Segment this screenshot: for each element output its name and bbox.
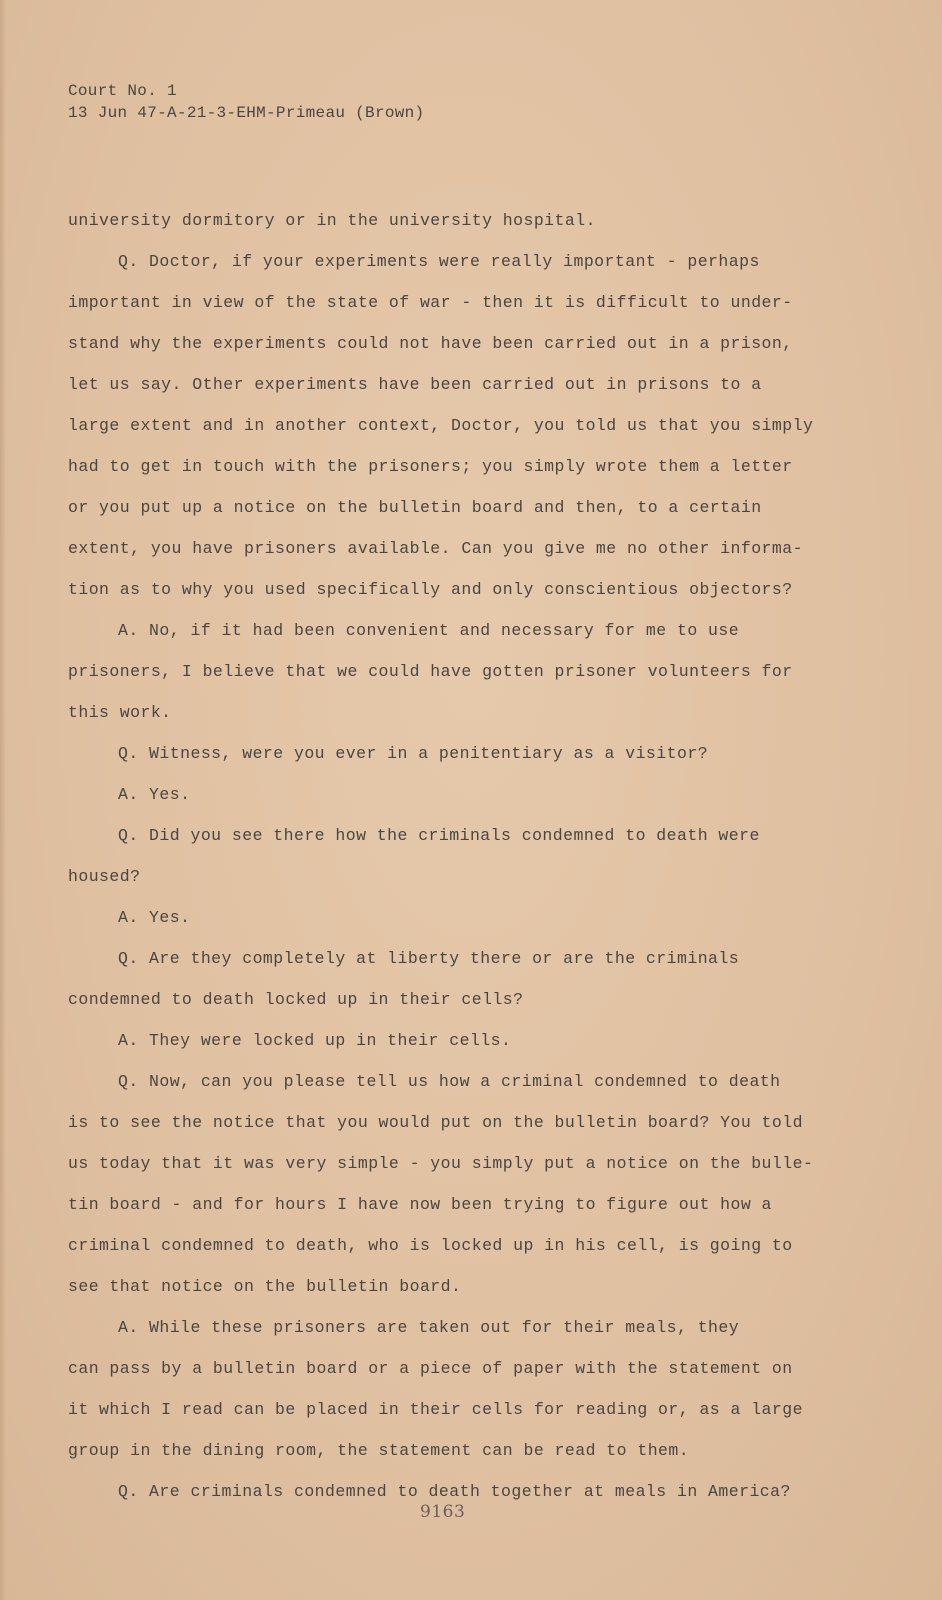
transcript-line: this work. [68,703,172,722]
transcript-line: let us say. Other experiments have been carried out in prisons to a [68,375,762,394]
session-reference: 13 Jun 47-A-21-3-EHM-Primeau (Brown) [68,104,425,122]
transcript-line: stand why the experiments could not have been carried out in a prison, [68,334,793,353]
transcript-line: Q. Doctor, if your experiments were really important - perhaps [118,252,760,271]
transcript-line: A. They were locked up in their cells. [118,1031,512,1050]
transcript-line: important in view of the state of war - then it is difficult to under- [68,293,793,312]
document-header [68,80,424,124]
transcript-line: criminal condemned to death, who is locked up in his cell, is going to [68,1236,793,1255]
transcript-line: condemned to death locked up in their cells? [68,990,524,1009]
transcript-body [68,200,908,1512]
transcript-line: Q. Did you see there how the criminals condemned to death were [118,826,760,845]
transcript-line: A. While these prisoners are taken out for their meals, they [118,1318,740,1337]
transcript-line: prisoners, I believe that we could have gotten prisoner volunteers for [68,662,793,681]
transcript-line: A. Yes. [118,908,191,927]
transcript-line: had to get in touch with the prisoners; you simply wrote them a letter [68,457,793,476]
transcript-line: Q. Witness, were you ever in a penitentiary as a visitor? [118,744,709,763]
transcript-line: extent, you have prisoners available. Can you give me no other informa- [68,539,803,558]
transcript-line: Q. Now, can you please tell us how a criminal condemned to death [118,1072,781,1091]
transcript-line: tin board - and for hours I have now been trying to figure out how a [68,1195,772,1214]
transcript-line: it which I read can be placed in their cells for reading or, as a large [68,1400,803,1419]
transcript-line: Q. Are criminals condemned to death together at meals in America? [118,1482,791,1501]
transcript-line: Q. Are they completely at liberty there or are the criminals [118,949,740,968]
transcript-line: large extent and in another context, Doctor, you told us that you simply [68,416,814,435]
transcript-line: housed? [68,867,141,886]
transcript-line: us today that it was very simple - you simply put a notice on the bulle- [68,1154,814,1173]
transcript-line: university dormitory or in the university hospital. [68,211,596,230]
transcript-line: tion as to why you used specifically and only conscientious objectors? [68,580,793,599]
paper-edge-shadow [0,0,6,1600]
transcript-line: group in the dining room, the statement can be read to them. [68,1441,690,1460]
page-number: 9163 [420,1502,466,1522]
transcript-line: A. No, if it had been convenient and necessary for me to use [118,621,740,640]
transcript-line: see that notice on the bulletin board. [68,1277,462,1296]
transcript-line: or you put up a notice on the bulletin board and then, to a certain [68,498,762,517]
court-number: Court No. 1 [68,82,177,100]
transcript-line: is to see the notice that you would put on the bulletin board? You told [68,1113,803,1132]
transcript-line: A. Yes. [118,785,191,804]
transcript-line: can pass by a bulletin board or a piece of paper with the statement on [68,1359,793,1378]
